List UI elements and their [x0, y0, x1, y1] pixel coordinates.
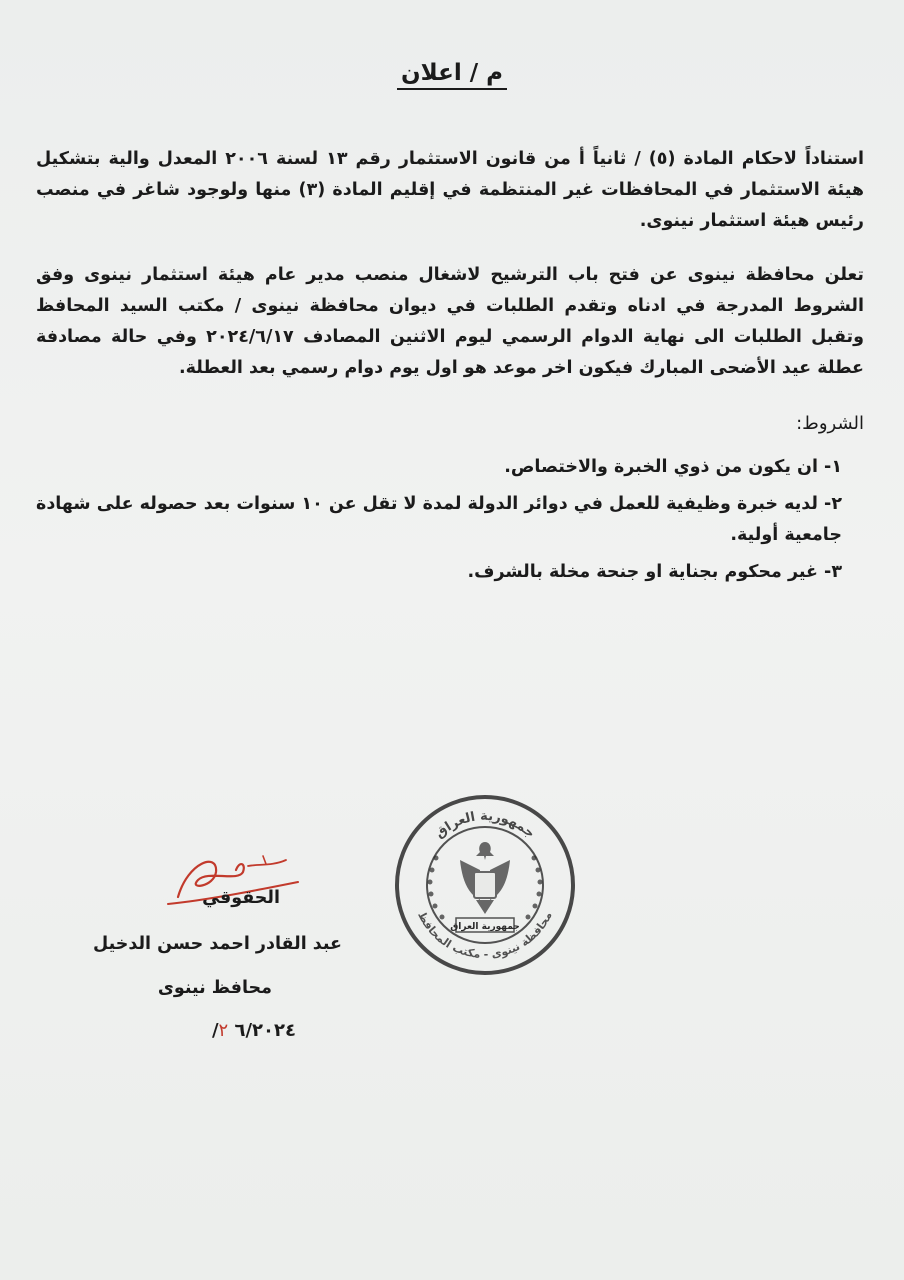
- seal-bottom-text: محافظة نينوى - مكتب المحافظ: [415, 909, 555, 962]
- signature-date-printed: /٦/٢٠٢٤: [211, 1020, 296, 1041]
- condition-item: ٣- غير محكوم بجناية او جنحة مخلة بالشرف.: [467, 562, 842, 582]
- conditions-heading: الشروط:: [796, 413, 864, 434]
- condition-item: ٢- لديه خبرة وظيفية للعمل في دوائر الدولة لمدة لا تقل عن ١٠ سنوات بعد حصوله على شهادة جامعية أولية.: [36, 494, 842, 545]
- seal-inner-label: جمهورية العراق: [450, 922, 520, 932]
- condition-item: ١- ان يكون من ذوي الخبرة والاختصاص.: [504, 457, 842, 477]
- signature-date-handwritten: ٢: [218, 1020, 229, 1041]
- document-title: [0, 60, 904, 86]
- signatory-name: عبد القادر احمد حسن الدخيل: [92, 934, 342, 954]
- conditions-list: [36, 452, 842, 594]
- signature-block: [60, 820, 360, 1060]
- signatory-position: محافظ نينوى: [157, 978, 272, 998]
- official-seal-icon: [390, 790, 580, 980]
- signature-date: [212, 1020, 296, 1041]
- document-title-text: م / اعلان: [397, 60, 507, 90]
- paragraph-announcement: تعلن محافظة نينوى عن فتح باب الترشيح لاشغال منصب مدير عام هيئة استثمار نينوى وفق الشروط المدرجة في ادناه وتقدم الطلبات في ديوان محافظة نينوى / مكتب السيد المحافظ وتقبل الطلبات الى نهاية الدوام الرسمي ليوم الاثنين المصادف ٢٠٢٤/٦/١٧ وفي حالة مصادفة عطلة عيد الأضحى المبارك فيكون اخر موعد هو اول يوم دوام رسمي بعد العطلة.: [36, 265, 864, 378]
- seal-top-text: جمهورية العراق: [432, 808, 538, 842]
- eagle-emblem-icon: [460, 842, 510, 914]
- signatory-title: الحقوقي: [202, 888, 280, 908]
- paragraph-legal-basis: استناداً لاحكام المادة (٥) / ثانياً أ من قانون الاستثمار رقم ١٣ لسنة ٢٠٠٦ المعدل والية بتشكيل هيئة الاستثمار في المحافظات غير المنتظمة في إقليم المادة (٣) منها ولوجود شاغر في منصب رئيس هيئة استثمار نينوى.: [36, 149, 864, 231]
- handwritten-signature-icon: [148, 842, 308, 922]
